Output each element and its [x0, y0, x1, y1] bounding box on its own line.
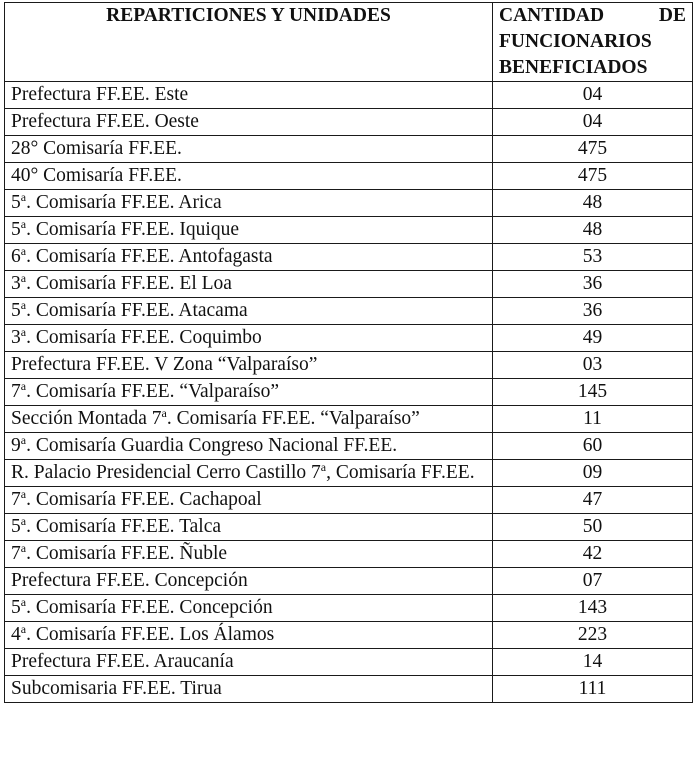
beneficiaries-count-cell: 36: [493, 298, 693, 325]
unit-name-text: . Comisaría FF.EE. Antofagasta: [26, 246, 273, 267]
unit-name-cell: [5, 541, 493, 568]
table-row: [5, 190, 693, 217]
beneficiaries-table: [4, 2, 693, 703]
unit-name-prefix: 5: [11, 597, 21, 618]
ordinal-suffix: a: [20, 298, 27, 312]
beneficiaries-count-cell: 14: [493, 649, 693, 676]
table-row: [5, 163, 693, 190]
table-row: [5, 82, 693, 109]
table-row: [5, 622, 693, 649]
unit-name-text: . Comisaría FF.EE. Concepción: [26, 597, 273, 618]
unit-name-cell: [5, 514, 493, 541]
unit-name-cell: [5, 163, 493, 190]
beneficiaries-count-cell: 143: [493, 595, 693, 622]
unit-name-text: Prefectura FF.EE. Oeste: [11, 111, 199, 132]
unit-name-cell: [5, 622, 493, 649]
ordinal-suffix: a: [320, 460, 327, 474]
table-row: [5, 136, 693, 163]
unit-name-prefix: 9: [11, 435, 21, 456]
beneficiaries-count-cell: 07: [493, 568, 693, 595]
beneficiaries-count-cell: 42: [493, 541, 693, 568]
beneficiaries-count-cell: 04: [493, 82, 693, 109]
table-row: [5, 298, 693, 325]
unit-name-cell: [5, 406, 493, 433]
beneficiaries-count-cell: 48: [493, 217, 693, 244]
beneficiaries-count-cell: 60: [493, 433, 693, 460]
table-row: [5, 649, 693, 676]
unit-name-cell: [5, 568, 493, 595]
unit-name-text: . Comisaría FF.EE. Iquique: [26, 219, 239, 240]
beneficiaries-count-cell: 49: [493, 325, 693, 352]
unit-name-text: . Comisaría FF.EE. Los Álamos: [26, 624, 275, 645]
table-row: [5, 325, 693, 352]
unit-name-text: Prefectura FF.EE. Concepción: [11, 570, 248, 591]
ordinal-suffix: a: [20, 433, 27, 447]
ordinal-suffix: a: [20, 595, 27, 609]
table-row: [5, 595, 693, 622]
unit-name-cell: [5, 487, 493, 514]
unit-name-text: . Comisaría FF.EE. Arica: [26, 192, 222, 213]
header-cantidad: [493, 3, 693, 82]
header-reparticiones: REPARTICIONES Y UNIDADES: [5, 3, 493, 82]
unit-name-cell: [5, 217, 493, 244]
unit-name-cell: [5, 460, 493, 487]
table-row: [5, 433, 693, 460]
beneficiaries-count-cell: 50: [493, 514, 693, 541]
unit-name-text: . Comisaría Guardia Congreso Nacional FF.EE.: [26, 435, 398, 456]
table-row: [5, 460, 693, 487]
unit-name-cell: [5, 190, 493, 217]
table-row: [5, 514, 693, 541]
unit-name-text: . Comisaría FF.EE. Ñuble: [26, 543, 228, 564]
unit-name-cell: [5, 352, 493, 379]
unit-name-prefix: 3: [11, 327, 21, 348]
unit-name-text: . Comisaría FF.EE. “Valparaíso”: [26, 381, 280, 402]
unit-name-prefix: 6: [11, 246, 21, 267]
ordinal-suffix: a: [20, 487, 27, 501]
unit-name-cell: [5, 298, 493, 325]
table-row: [5, 109, 693, 136]
ordinal-suffix: a: [20, 271, 27, 285]
unit-name-text: 28° Comisaría FF.EE.: [11, 138, 182, 159]
unit-name-text: 40° Comisaría FF.EE.: [11, 165, 182, 186]
unit-name-prefix: 5: [11, 192, 21, 213]
table-row: [5, 676, 693, 703]
unit-name-text: Prefectura FF.EE. Este: [11, 84, 189, 105]
beneficiaries-count-cell: 223: [493, 622, 693, 649]
beneficiaries-count-cell: 145: [493, 379, 693, 406]
unit-name-cell: [5, 379, 493, 406]
table-row: [5, 217, 693, 244]
unit-name-prefix: 7: [11, 381, 21, 402]
table-row: [5, 379, 693, 406]
unit-name-cell: [5, 649, 493, 676]
unit-name-cell: [5, 433, 493, 460]
unit-name-cell: [5, 595, 493, 622]
beneficiaries-count-cell: 475: [493, 163, 693, 190]
table-header-row: [5, 3, 693, 82]
unit-name-prefix: 3: [11, 273, 21, 294]
header-cantidad-line-2: FUNCIONARIOS: [499, 31, 652, 52]
unit-name-text: , Comisaría FF.EE.: [326, 462, 475, 483]
unit-name-text: Prefectura FF.EE. Araucanía: [11, 651, 234, 672]
table-row: [5, 271, 693, 298]
ordinal-suffix: a: [20, 325, 27, 339]
table-row: [5, 541, 693, 568]
table-row: [5, 244, 693, 271]
ordinal-suffix: a: [20, 541, 27, 555]
unit-name-cell: [5, 109, 493, 136]
unit-name-text: . Comisaría FF.EE. Cachapoal: [26, 489, 262, 510]
beneficiaries-count-cell: 03: [493, 352, 693, 379]
unit-name-prefix: 4: [11, 624, 21, 645]
beneficiaries-count-cell: 36: [493, 271, 693, 298]
beneficiaries-count-cell: 48: [493, 190, 693, 217]
unit-name-cell: [5, 82, 493, 109]
unit-name-cell: [5, 136, 493, 163]
table-row: [5, 406, 693, 433]
table-row: [5, 352, 693, 379]
unit-name-prefix: 5: [11, 219, 21, 240]
unit-name-prefix: Sección Montada 7: [11, 408, 162, 429]
header-cantidad-line-1: CANTIDAD DE: [499, 5, 686, 26]
unit-name-prefix: 5: [11, 516, 21, 537]
unit-name-text: . Comisaría FF.EE. Talca: [26, 516, 222, 537]
ordinal-suffix: a: [20, 217, 27, 231]
unit-name-prefix: 7: [11, 543, 21, 564]
unit-name-prefix: R. Palacio Presidencial Cerro Castillo 7: [11, 462, 321, 483]
beneficiaries-count-cell: 111: [493, 676, 693, 703]
unit-name-text: . Comisaría FF.EE. Coquimbo: [26, 327, 262, 348]
beneficiaries-count-cell: 11: [493, 406, 693, 433]
beneficiaries-count-cell: 475: [493, 136, 693, 163]
beneficiaries-count-cell: 04: [493, 109, 693, 136]
unit-name-cell: [5, 244, 493, 271]
table-row: [5, 568, 693, 595]
unit-name-cell: [5, 325, 493, 352]
beneficiaries-count-cell: 09: [493, 460, 693, 487]
table-row: [5, 487, 693, 514]
unit-name-prefix: 7: [11, 489, 21, 510]
ordinal-suffix: a: [20, 514, 27, 528]
ordinal-suffix: a: [20, 190, 27, 204]
unit-name-cell: [5, 676, 493, 703]
beneficiaries-count-cell: 53: [493, 244, 693, 271]
unit-name-text: . Comisaría FF.EE. “Valparaíso”: [166, 408, 420, 429]
unit-name-text: Subcomisaria FF.EE. Tirua: [11, 678, 222, 699]
unit-name-prefix: 5: [11, 300, 21, 321]
ordinal-suffix: a: [20, 622, 27, 636]
ordinal-suffix: a: [20, 244, 27, 258]
unit-name-text: Prefectura FF.EE. V Zona “Valparaíso”: [11, 354, 318, 375]
header-cantidad-line-3: BENEFICIADOS: [499, 57, 648, 78]
unit-name-text: . Comisaría FF.EE. Atacama: [26, 300, 248, 321]
unit-name-cell: [5, 271, 493, 298]
ordinal-suffix: a: [20, 379, 27, 393]
unit-name-text: . Comisaría FF.EE. El Loa: [26, 273, 232, 294]
ordinal-suffix: a: [161, 406, 167, 420]
beneficiaries-count-cell: 47: [493, 487, 693, 514]
